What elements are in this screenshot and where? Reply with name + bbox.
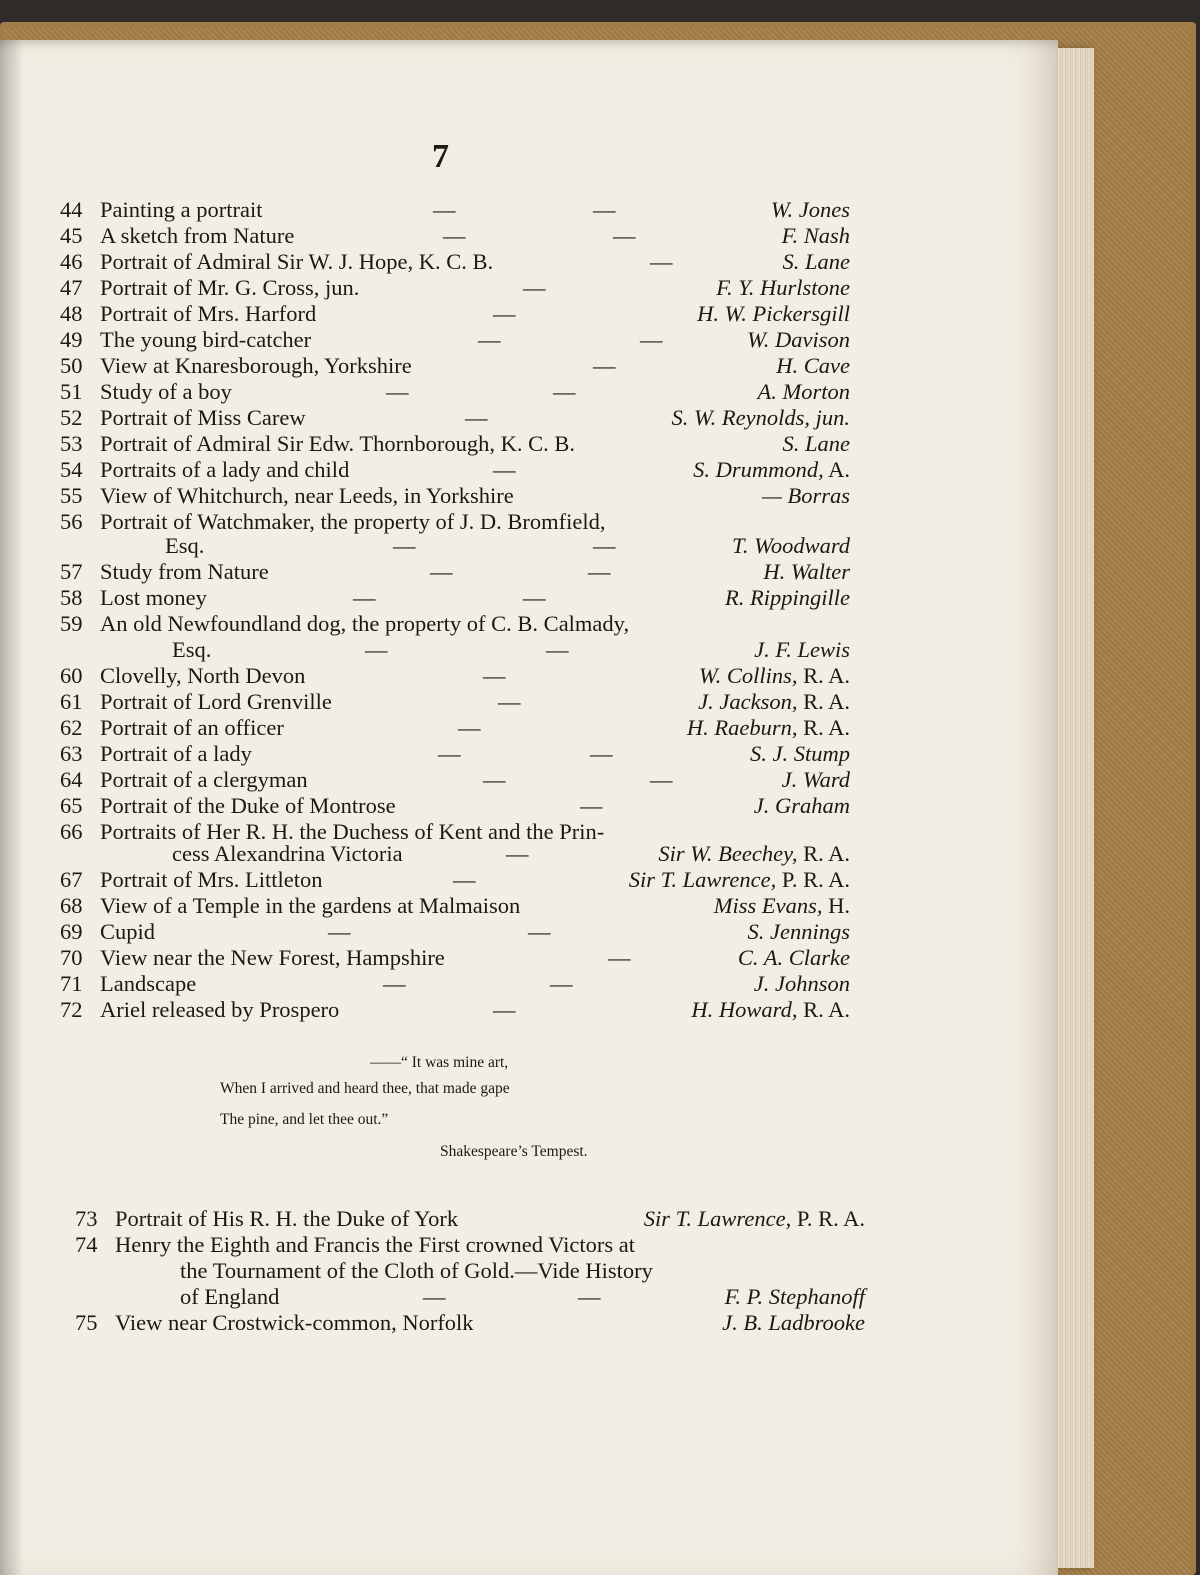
dash: — [590, 741, 613, 766]
dash: — [443, 223, 466, 248]
entry-title: Esq. [172, 637, 212, 662]
artist-honours: R. A. [797, 689, 850, 714]
entry-number: 45 [60, 223, 83, 248]
dash: — [453, 867, 476, 892]
catalogue-entry [60, 767, 850, 793]
entry-artist [697, 301, 850, 327]
spine-shadow [0, 40, 24, 1575]
catalogue-entry [60, 689, 850, 715]
entry-title: Portrait of the Duke of Montrose [100, 793, 396, 818]
entry-title: Portrait of an officer [100, 715, 284, 740]
entry-number: 46 [60, 249, 83, 274]
entry-number: 69 [60, 919, 83, 944]
dash: — [433, 197, 456, 222]
entry-title: the Tournament of the Cloth of Gold.—Vide History [180, 1258, 653, 1283]
entry-artist [658, 841, 850, 867]
artist-honours: P. R. A. [776, 867, 850, 892]
dash: — [528, 919, 551, 944]
catalogue-entry [75, 1232, 865, 1258]
entry-number: 51 [60, 379, 83, 404]
entry-title: View of Whitchurch, near Leeds, in Yorkshire [100, 483, 514, 508]
dash: — [553, 379, 576, 404]
catalogue-entry [60, 971, 850, 997]
entry-number: 56 [60, 509, 83, 534]
artist-name: S. Lane [782, 249, 850, 274]
dash: — [640, 327, 663, 352]
entry-title: Portrait of Mrs. Littleton [100, 867, 323, 892]
catalogue-entry [60, 559, 850, 585]
entry-artist [722, 1310, 865, 1336]
entry-title: Clovelly, North Devon [100, 663, 306, 688]
artist-name: S. Lane [782, 431, 850, 456]
entry-title: Portrait of Admiral Sir W. J. Hope, K. C. B. [100, 249, 494, 274]
artist-name: C. A. Clarke [737, 945, 850, 970]
dash: — [546, 637, 569, 662]
dash: — [506, 841, 529, 866]
catalogue-entry [60, 301, 850, 327]
catalogue-entry [60, 867, 850, 893]
entry-number: 54 [60, 457, 83, 482]
entry-title: The young bird-catcher [100, 327, 312, 352]
dash: — [588, 559, 611, 584]
dash: — [386, 379, 409, 404]
entry-title: Portrait of Miss Carew [100, 405, 306, 430]
entry-artist [783, 431, 851, 457]
dash: — [328, 919, 351, 944]
artist-name: J. Ward [781, 767, 850, 792]
dash: — [393, 533, 416, 558]
entry-title: Portrait of a lady [100, 741, 252, 766]
dash: — [493, 997, 516, 1022]
entry-number: 67 [60, 867, 83, 892]
dash: — [593, 353, 616, 378]
dash: — [593, 197, 616, 222]
dash: — [458, 715, 481, 740]
catalogue-entry [60, 223, 850, 249]
entry-artist [629, 867, 850, 893]
artist-name: J. B. Ladbrooke [722, 1310, 865, 1335]
dash: — [365, 637, 388, 662]
catalogue-entry [60, 585, 850, 611]
quote-line-1: ——“ It was mine art, [370, 1054, 509, 1071]
entry-artist [738, 945, 850, 971]
entry-artist [725, 585, 850, 611]
artist-name: W. Davison [747, 327, 850, 352]
entry-artist [644, 1206, 865, 1232]
dash: — [593, 533, 616, 558]
artist-name: H. Walter [763, 559, 850, 584]
artist-name: W. Jones [770, 197, 850, 222]
artist-name: S. Jennings [747, 919, 850, 944]
page-number: 7 [432, 138, 449, 175]
dash: — [608, 945, 631, 970]
entry-title: View near the New Forest, Hampshire [100, 945, 445, 970]
artist-name: J. Johnson [753, 971, 850, 996]
entry-number: 62 [60, 715, 83, 740]
entry-title: Portrait of Mr. G. Cross, jun. [100, 275, 360, 300]
entry-number: 58 [60, 585, 83, 610]
entry-66-continuation [60, 841, 850, 867]
artist-honours: A. [823, 457, 850, 482]
dash: — [523, 275, 546, 300]
artist-name: H. W. Pickersgill [697, 301, 850, 326]
entry-artist [758, 379, 851, 405]
entry-title: A sketch from Nature [100, 223, 295, 248]
entry-artist [754, 793, 850, 819]
entry-title: Esq. [165, 533, 205, 558]
dash: — [430, 559, 453, 584]
catalogue-entry [60, 509, 850, 535]
dash: — [550, 971, 573, 996]
catalogue-entry [60, 997, 850, 1023]
dash: — [423, 1284, 446, 1309]
entry-number: 61 [60, 689, 83, 714]
entry-artist [750, 741, 850, 767]
dash: — [465, 405, 488, 430]
artist-honours: R. A. [797, 663, 850, 688]
catalogue-entry [60, 379, 850, 405]
catalogue-entry [60, 715, 850, 741]
catalogue-entry [60, 611, 850, 637]
entry-title: Portrait of a clergyman [100, 767, 308, 792]
dash: — [580, 793, 603, 818]
artist-honours: R. A. [797, 841, 850, 866]
entry-number: 57 [60, 559, 83, 584]
artist-name: S. J. Stump [750, 741, 850, 766]
entry-number: 63 [60, 741, 83, 766]
entry-title: Study of a boy [100, 379, 232, 404]
entry-artist [671, 405, 850, 431]
entry-artist [776, 353, 850, 379]
entry-number: 73 [75, 1206, 98, 1231]
catalogue-entry [60, 431, 850, 457]
artist-honours: P. R. A. [791, 1206, 865, 1231]
entry-number: 47 [60, 275, 83, 300]
entry-artist [782, 223, 850, 249]
artist-name: F. Y. Hurlstone [716, 275, 850, 300]
entry-title: Ariel released by Prospero [100, 997, 340, 1022]
catalogue-entry [60, 793, 850, 819]
artist-honours: R. A. [797, 997, 850, 1022]
entry-title: Lost money [100, 585, 207, 610]
entry-artist [782, 767, 850, 793]
artist-honours: R. A. [797, 715, 850, 740]
catalogue-entry [60, 483, 850, 509]
entry-title: cess Alexandrina Victoria [172, 841, 403, 866]
artist-name: H. Howard, [691, 997, 798, 1022]
catalogue-entry [60, 457, 850, 483]
quote-line-2: When I arrived and heard thee, that made gape [220, 1080, 510, 1097]
quote-source: Shakespeare’s Tempest. [440, 1143, 588, 1160]
entry-number: 66 [60, 819, 83, 844]
catalogue-entry [60, 353, 850, 379]
catalogue-entry [60, 919, 850, 945]
catalogue-entry [75, 1206, 865, 1232]
artist-name: Sir T. Lawrence, [643, 1206, 792, 1231]
dash: — [493, 457, 516, 482]
artist-name: — Borras [761, 483, 850, 508]
entry-number: 65 [60, 793, 83, 818]
catalogue-entry [60, 327, 850, 353]
entry-number: 49 [60, 327, 83, 352]
entry-artist [699, 663, 850, 689]
catalogue-entry [60, 945, 850, 971]
entry-title: Portrait of Admiral Sir Edw. Thornborough, K. C. B. [100, 431, 575, 456]
entry-number: 72 [60, 997, 83, 1022]
entry-title: Cupid [100, 919, 156, 944]
entry-title: of England [180, 1284, 280, 1309]
entry-artist [771, 197, 850, 223]
artist-name: W. Collins, [698, 663, 798, 688]
dash: — [578, 1284, 601, 1309]
entry-artist [754, 971, 850, 997]
entry-74-continuation-1 [75, 1258, 865, 1284]
entry-number: 75 [75, 1310, 98, 1335]
entry-title: View at Knaresborough, Yorkshire [100, 353, 412, 378]
quote-line-3: The pine, and let thee out.” [220, 1111, 389, 1128]
artist-name: J. Graham [753, 793, 850, 818]
catalogue-entry [60, 741, 850, 767]
entry-title: Portraits of Her R. H. the Duchess of Kent and the Prin- [100, 819, 605, 844]
dash: — [483, 767, 506, 792]
entry-number: 74 [75, 1232, 98, 1257]
catalogue-entry [60, 249, 850, 275]
entry-number: 70 [60, 945, 83, 970]
entry-number: 50 [60, 353, 83, 378]
dash: — [650, 249, 673, 274]
entry-artist [698, 689, 850, 715]
artist-name: Sir W. Beechey, [658, 841, 798, 866]
entry-artist: F. P. Stephanoff [724, 1284, 865, 1309]
entry-artist: T. Woodward [732, 533, 850, 558]
artist-name: R. Rippingille [725, 585, 850, 610]
entry-56-continuation [60, 533, 850, 559]
entry-number: 64 [60, 767, 83, 792]
entry-number: 53 [60, 431, 83, 456]
dash: — [498, 689, 521, 714]
artist-name: H. Cave [776, 353, 850, 378]
artist-name: J. Jackson, [698, 689, 798, 714]
dash: — [438, 741, 461, 766]
catalogue-entry [60, 197, 850, 223]
artist-name: H. Raeburn, [686, 715, 798, 740]
entry-title: Portrait of Lord Grenville [100, 689, 332, 714]
artist-name: S. Drummond, [693, 457, 824, 482]
entry-artist [763, 559, 850, 585]
artist-name: Sir T. Lawrence, [628, 867, 777, 892]
entry-title: Henry the Eighth and Francis the First crowned Victors at [115, 1232, 635, 1257]
entry-artist [693, 457, 850, 483]
entry-artist [714, 893, 850, 919]
artist-name: S. W. Reynolds, jun. [671, 405, 850, 430]
entry-artist [716, 275, 850, 301]
entry-artist [762, 483, 850, 509]
entry-artist [748, 919, 850, 945]
dash: — [383, 971, 406, 996]
dash: — [650, 767, 673, 792]
artist-honours: H. [822, 893, 850, 918]
entry-number: 52 [60, 405, 83, 430]
entry-artist [747, 327, 850, 353]
entry-number: 71 [60, 971, 83, 996]
entry-title: Portrait of Mrs. Harford [100, 301, 317, 326]
entry-title: Study from Nature [100, 559, 269, 584]
artist-name: F. Nash [781, 223, 850, 248]
dash: — [493, 301, 516, 326]
entry-74-continuation-2 [75, 1284, 865, 1310]
entry-title: View near Crostwick-common, Norfolk [115, 1310, 474, 1335]
dash: — [523, 585, 546, 610]
entry-59-continuation [60, 637, 850, 663]
dash: — [483, 663, 506, 688]
entry-number: 48 [60, 301, 83, 326]
entry-title: An old Newfoundland dog, the property of C. B. Calmady, [100, 611, 630, 636]
catalogue-entry [60, 893, 850, 919]
catalogue-entry [60, 405, 850, 431]
dash: — [478, 327, 501, 352]
entry-artist: J. F. Lewis [754, 637, 850, 662]
dash: — [353, 585, 376, 610]
entry-title: Portraits of a lady and child [100, 457, 350, 482]
artist-name: A. Morton [757, 379, 850, 404]
entry-title: Landscape [100, 971, 197, 996]
catalogue-entry [75, 1310, 865, 1336]
catalogue-entry [60, 275, 850, 301]
entry-number: 55 [60, 483, 83, 508]
entry-number: 68 [60, 893, 83, 918]
dash: — [613, 223, 636, 248]
entry-title: View of a Temple in the gardens at Malmaison [100, 893, 521, 918]
entry-artist [691, 997, 850, 1023]
entry-number: 59 [60, 611, 83, 636]
artist-name: Miss Evans, [713, 893, 823, 918]
entry-title: Portrait of Watchmaker, the property of J. D. Bromfield, [100, 509, 606, 534]
entry-artist [687, 715, 850, 741]
entry-title: Portrait of His R. H. the Duke of York [115, 1206, 459, 1231]
entry-title: Painting a portrait [100, 197, 263, 222]
entry-number: 44 [60, 197, 83, 222]
entry-artist [783, 249, 851, 275]
entry-number: 60 [60, 663, 83, 688]
catalogue-entry [60, 663, 850, 689]
